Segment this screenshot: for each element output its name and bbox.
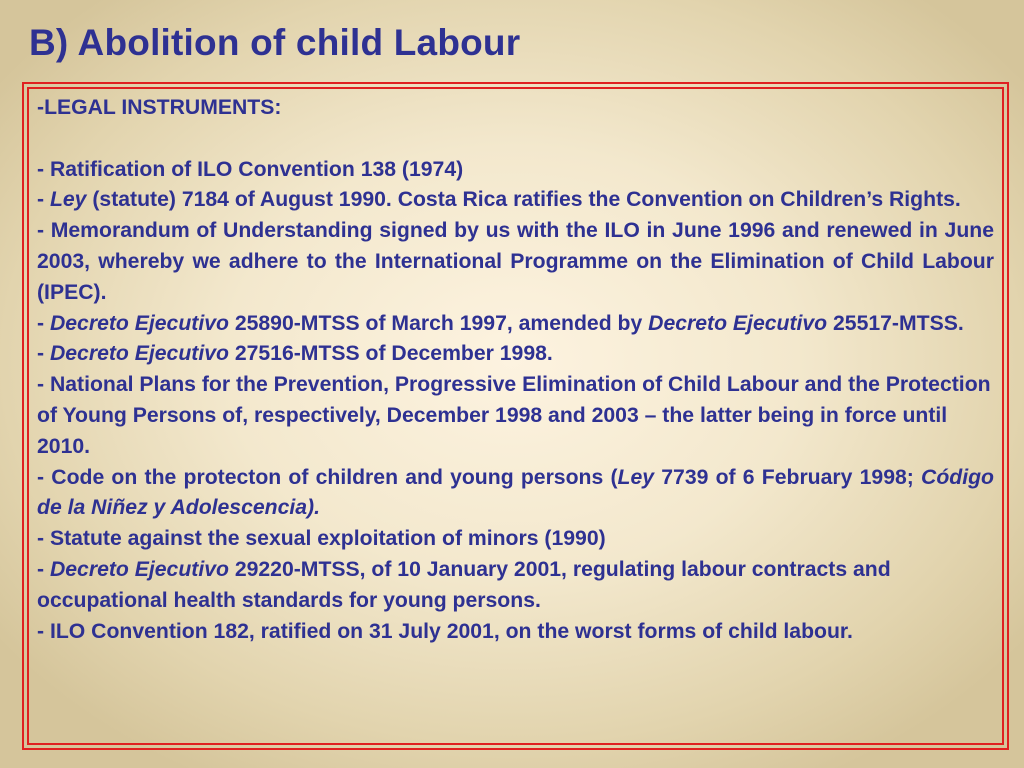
bullet-dash: - [37, 527, 50, 551]
item-text: 25890-MTSS of March 1997, amended by [228, 311, 649, 335]
bullet-dash: - [37, 96, 45, 119]
item-text: Statute against the sexual exploitation of minors (1990) [49, 527, 606, 551]
blank-line [37, 124, 994, 155]
heading-text: LEGAL INSTRUMENTS: [44, 96, 282, 119]
item-text: 25517-MTSS. [827, 311, 964, 335]
list-item [37, 185, 994, 216]
item-text: Memorandum of Understanding signed by us with the ILO in June 1996 and renewed in June 2003, whereby we adhere to the International Programme on the Elimination of Child Labour (IPEC). [37, 219, 994, 304]
item-text: 29220-MTSS, of 10 January 2001, regulating labour contracts and occupational health standards for young persons. [37, 557, 891, 612]
item-text: 7739 of 6 February 1998; [654, 465, 922, 489]
legal-instruments-text [37, 93, 994, 647]
section-heading [37, 93, 994, 124]
item-text: (statute) 7184 of August 1990. Costa Rica ratifies the Convention on Children’s Rights. [86, 188, 961, 212]
item-italic-term: Decreto Ejecutivo [49, 342, 229, 366]
list-item [37, 617, 994, 648]
bullet-dash: - [37, 188, 50, 212]
bullet-dash: - [37, 219, 51, 243]
slide-title: B) Abolition of child Labour [29, 22, 521, 63]
bullet-dash: - [37, 342, 50, 366]
list-item [37, 216, 994, 308]
item-italic-term: Decreto Ejecutivo [648, 311, 828, 335]
item-italic-term: Decreto Ejecutivo [49, 557, 229, 581]
list-item [37, 555, 994, 617]
item-italic-term: Ley [617, 465, 655, 489]
item-text: ILO Convention 182, ratified on 31 July 2001, on the worst forms of child labour. [49, 619, 853, 643]
bullet-dash: - [37, 557, 50, 581]
item-italic-term: Ley [49, 188, 87, 212]
list-item [37, 524, 994, 555]
bullet-dash: - [37, 157, 50, 181]
list-item [37, 370, 994, 462]
list-item [37, 309, 994, 340]
item-text: National Plans for the Prevention, Progressive Elimination of Child Labour and the Protection of Young Persons of, respectively, December 1998 and 2003 – the latter being in force until 2010. [37, 373, 991, 458]
list-item [37, 463, 994, 525]
item-text: Ratification of ILO Convention 138 (1974) [49, 157, 464, 181]
item-italic-term: Código de la Niñez y Adolescencia). [37, 465, 994, 520]
list-item [37, 155, 994, 186]
list-item [37, 339, 994, 370]
bullet-dash: - [37, 619, 50, 643]
item-italic-term: Decreto Ejecutivo [49, 311, 229, 335]
bullet-dash: - [37, 311, 50, 335]
bullet-dash: - [37, 373, 50, 397]
bullet-dash: - [37, 465, 52, 489]
item-text: Code on the protecton of children and young persons ( [51, 465, 618, 489]
item-text: 27516-MTSS of December 1998. [228, 342, 553, 366]
